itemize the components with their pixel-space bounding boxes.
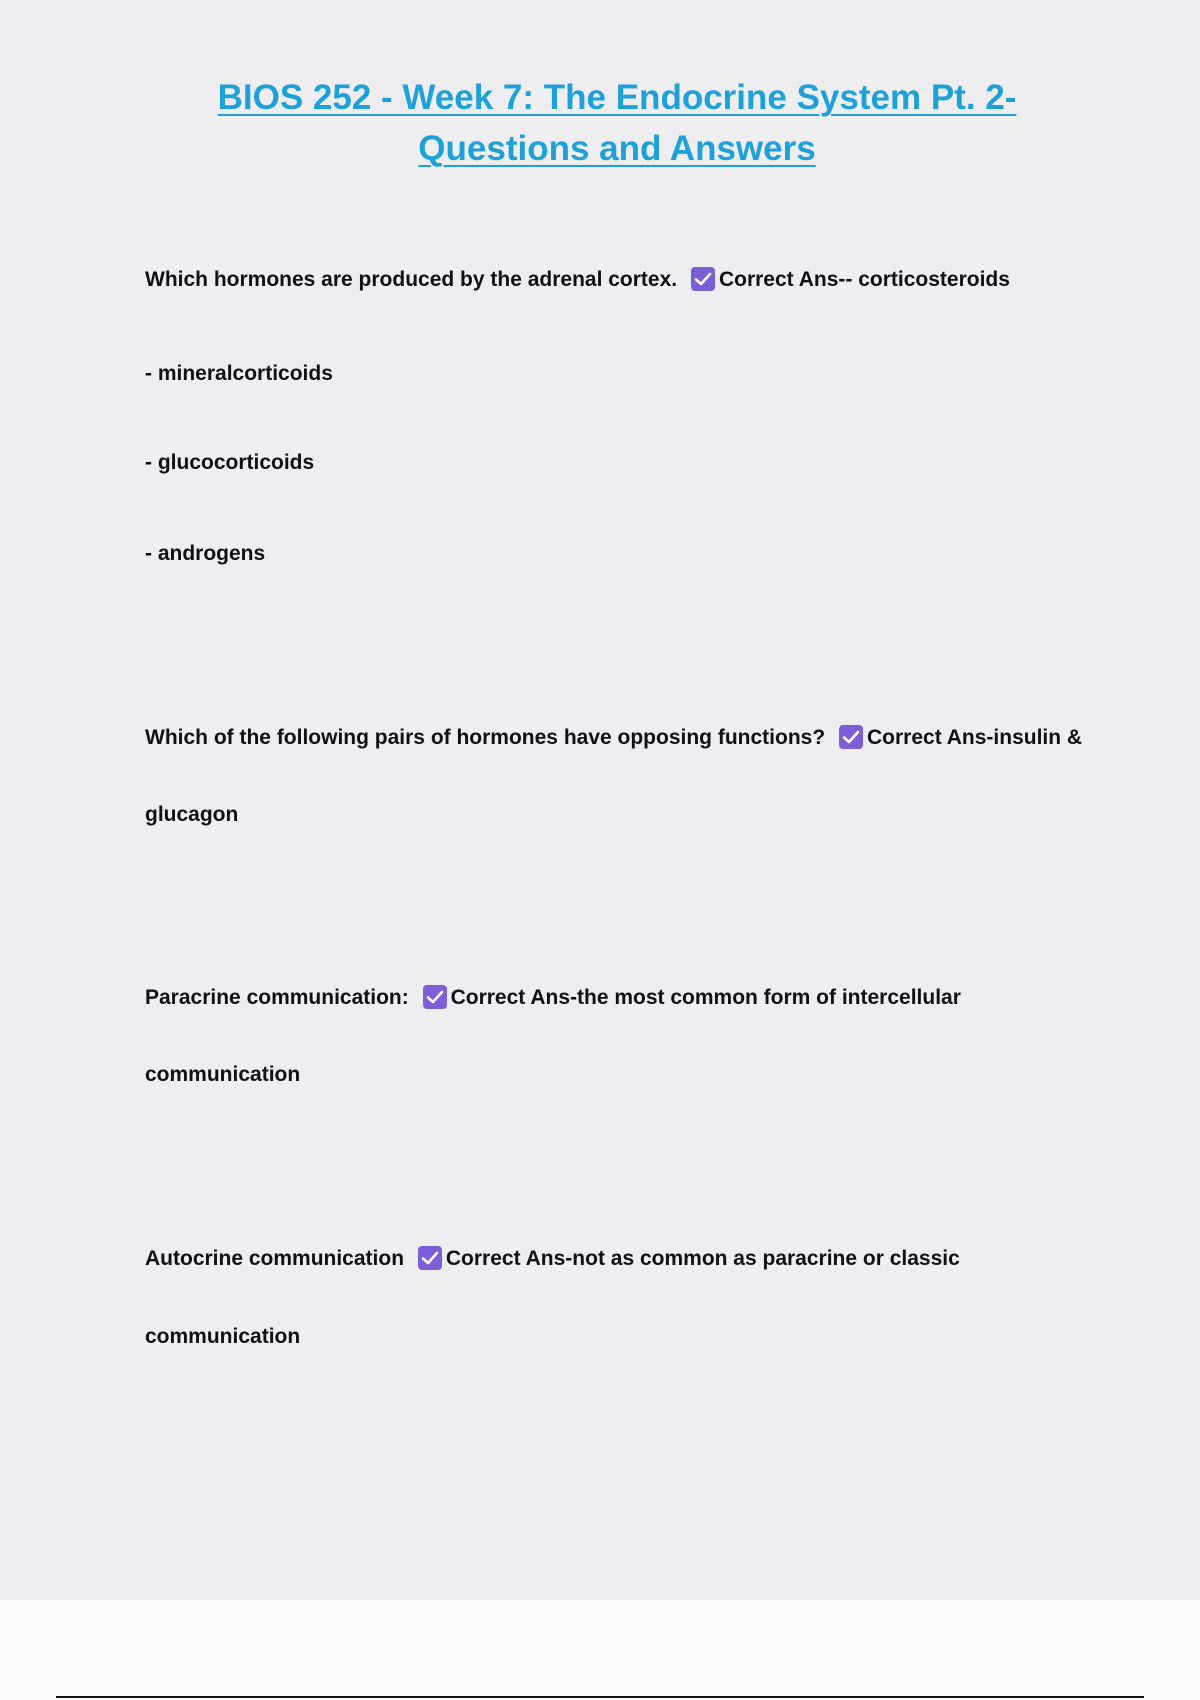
answer-text: Correct Ans-not as common as paracrine or classic xyxy=(445,1247,960,1270)
checkbox-checked-icon xyxy=(418,1246,442,1270)
answer-bullet: - androgens xyxy=(145,542,266,565)
qa-item-4 xyxy=(145,1245,960,1273)
answer-text: Correct Ans-insulin & xyxy=(867,726,1083,749)
document-title xyxy=(0,72,1200,174)
title-line-2[interactable]: Questions and Answers xyxy=(418,129,816,168)
checkbox-checked-icon xyxy=(839,725,863,749)
answer-text: Correct Ans-- corticosteroids xyxy=(718,268,1010,291)
qa-item-2 xyxy=(145,724,1082,752)
checkbox-checked-icon xyxy=(691,267,715,291)
question-text: Autocrine communication xyxy=(145,1247,405,1270)
answer-bullet: - mineralcorticoids xyxy=(145,362,333,385)
checkbox-checked-icon xyxy=(423,985,447,1009)
footer-divider xyxy=(56,1696,1144,1698)
answer-text: Correct Ans-the most common form of intercellular xyxy=(450,986,961,1009)
qa-item-1 xyxy=(145,266,1010,294)
question-text: Which of the following pairs of hormones have opposing functions? xyxy=(145,726,826,749)
page-footer xyxy=(0,1600,1200,1700)
qa-item-3 xyxy=(145,984,961,1012)
title-line-1[interactable]: BIOS 252 - Week 7: The Endocrine System Pt. 2- xyxy=(217,78,1017,117)
answer-continuation: communication xyxy=(145,1325,301,1348)
question-text: Paracrine communication: xyxy=(145,986,409,1009)
answer-continuation: glucagon xyxy=(145,803,239,826)
answer-continuation: communication xyxy=(145,1063,301,1086)
question-text: Which hormones are produced by the adrenal cortex. xyxy=(145,268,678,291)
answer-bullet: - glucocorticoids xyxy=(145,451,315,474)
